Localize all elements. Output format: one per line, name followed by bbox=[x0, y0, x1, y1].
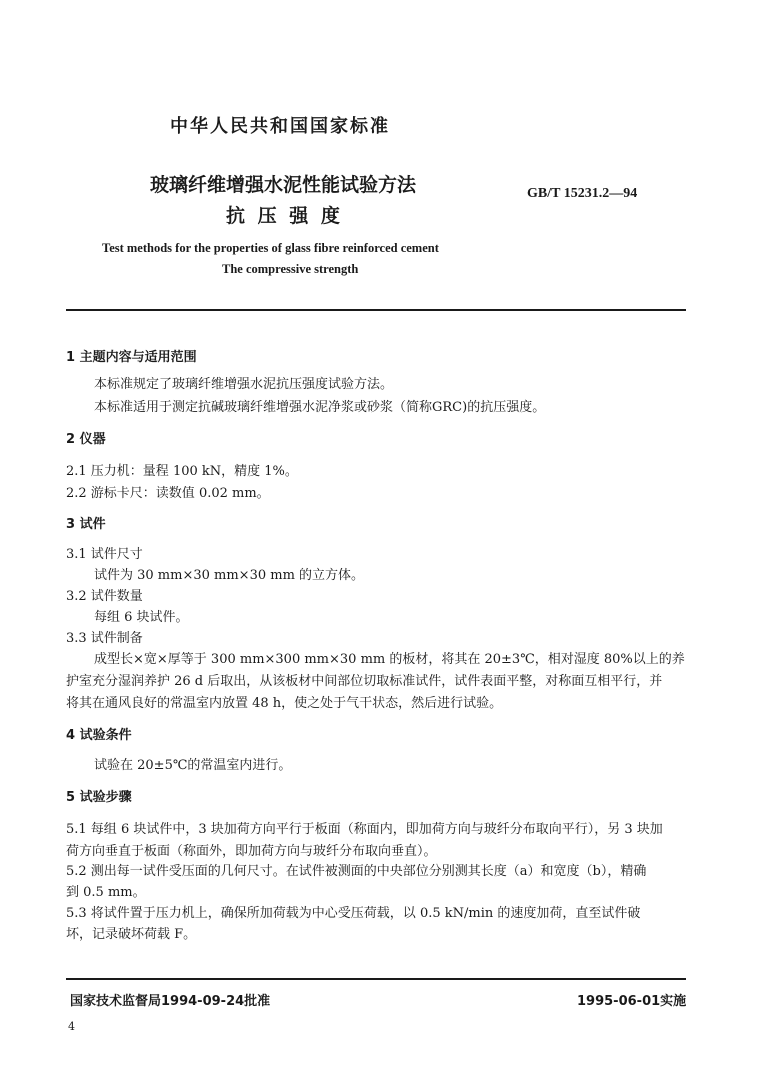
paragraph: 本标准适用于测定抗碱玻璃纤维增强水泥净浆或砂浆（简称GRC)的抗压强度。 bbox=[94, 400, 546, 415]
paragraph: 5.3 将试件置于压力机上，确保所加荷载为中心受压荷载，以 0.5 kN/min 的速度加荷，直至试件破 bbox=[66, 906, 641, 921]
standard-code: GB/T 15231.2—94 bbox=[527, 186, 638, 201]
list-item: 2.2 游标卡尺：读数值 0.02 mm。 bbox=[66, 486, 270, 501]
header-divider bbox=[66, 309, 686, 311]
section-heading: 1 主题内容与适用范围 bbox=[66, 350, 197, 365]
effective-date: 1995-06-01实施 bbox=[577, 994, 687, 1009]
document-subtitle-en: The compressive strength bbox=[222, 262, 359, 276]
paragraph: 5.2 测出每一试件受压面的几何尺寸。在试件被测面的中央部位分别测其长度（a）和宽度（b），精确 bbox=[66, 864, 647, 879]
document-title-cn: 玻璃纤维增强水泥性能试验方法 bbox=[150, 174, 417, 196]
paragraph: 本标准规定了玻璃纤维增强水泥抗压强度试验方法。 bbox=[94, 377, 394, 392]
footer-divider bbox=[66, 978, 686, 980]
subsection-heading: 3.1 试件尺寸 bbox=[66, 547, 143, 562]
paragraph: 到 0.5 mm。 bbox=[66, 885, 146, 900]
section-heading: 3 试件 bbox=[66, 517, 106, 532]
paragraph: 试件为 30 mm×30 mm×30 mm 的立方体。 bbox=[94, 568, 365, 583]
document-subtitle-cn: 抗 压 强 度 bbox=[226, 205, 343, 227]
paragraph: 坏，记录破坏荷载 F。 bbox=[66, 927, 197, 942]
paragraph: 每组 6 块试件。 bbox=[94, 610, 189, 625]
paragraph: 护室充分湿润养护 26 d 后取出，从该板材中间部位切取标准试件，试件表面平整，对称面互相平行，并 bbox=[66, 674, 663, 689]
national-standard-title: 中华人民共和国国家标准 bbox=[170, 116, 390, 137]
subsection-heading: 3.2 试件数量 bbox=[66, 589, 143, 604]
page-number: 4 bbox=[68, 1020, 75, 1033]
section-heading: 4 试验条件 bbox=[66, 728, 132, 743]
paragraph: 5.1 每组 6 块试件中，3 块加荷方向平行于板面（称面内，即加荷方向与玻纤分布取向平行），另 3 块加 bbox=[66, 822, 663, 837]
section-heading: 2 仪器 bbox=[66, 432, 106, 447]
paragraph: 荷方向垂直于板面（称面外，即加荷方向与玻纤分布取向垂直）。 bbox=[66, 844, 437, 859]
approval-note: 国家技术监督局1994-09-24批准 bbox=[70, 994, 271, 1009]
section-heading: 5 试验步骤 bbox=[66, 790, 132, 805]
paragraph: 试验在 20±5℃的常温室内进行。 bbox=[94, 758, 292, 773]
paragraph: 成型长×宽×厚等于 300 mm×300 mm×30 mm 的板材，将其在 20±3℃，相对湿度 80%以上的养 bbox=[94, 652, 685, 667]
document-title-en: Test methods for the properties of glass fibre reinforced cement bbox=[102, 241, 439, 255]
list-item: 2.1 压力机：量程 100 kN，精度 1%。 bbox=[66, 464, 298, 479]
subsection-heading: 3.3 试件制备 bbox=[66, 631, 143, 646]
paragraph: 将其在通风良好的常温室内放置 48 h，使之处于气干状态，然后进行试验。 bbox=[66, 696, 503, 711]
